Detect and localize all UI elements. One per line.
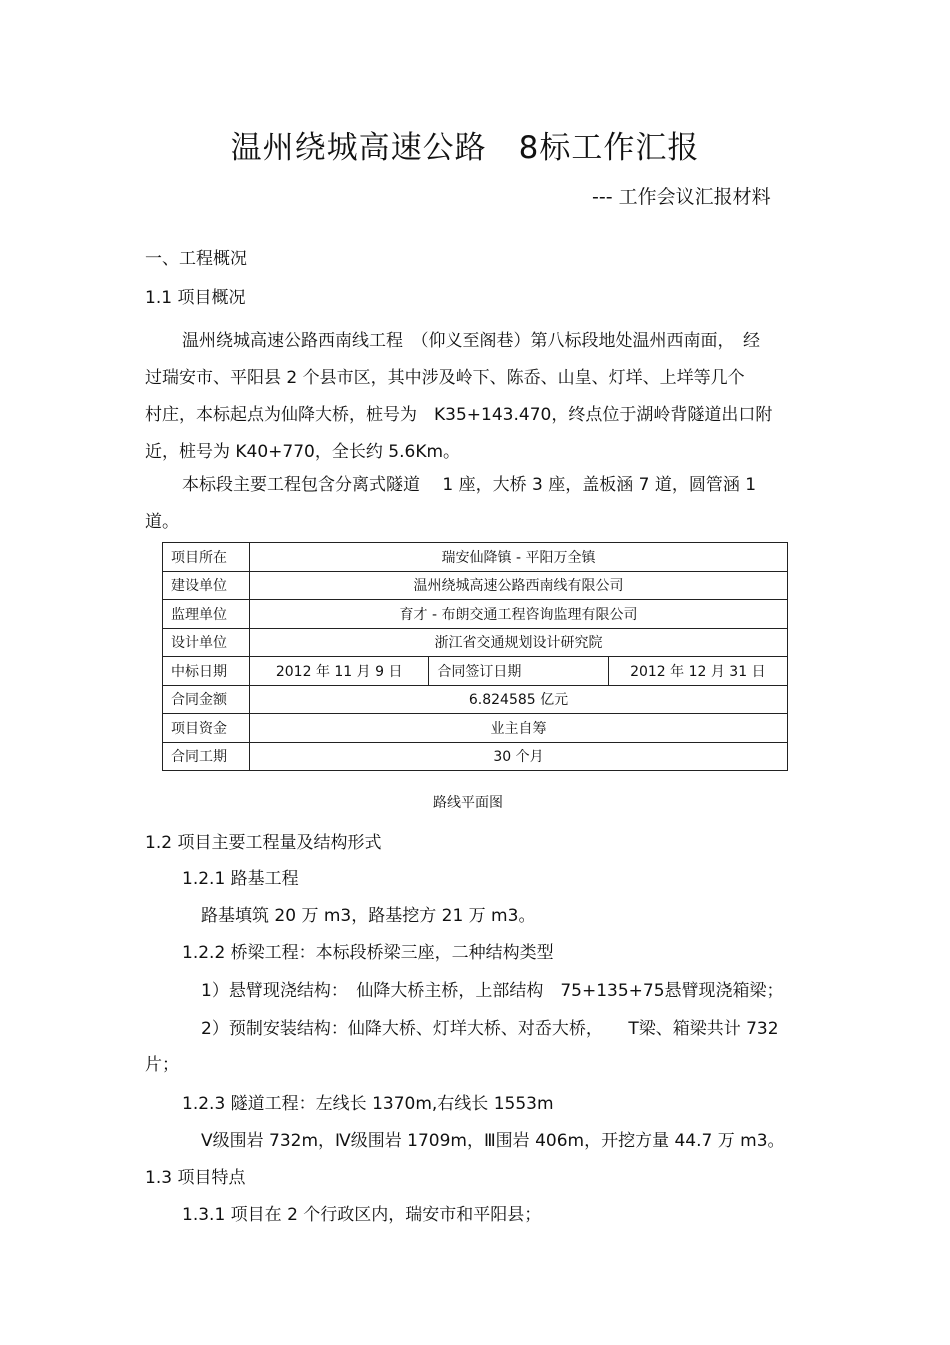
tunnel-quantities: Ⅴ级围岩 732m，Ⅳ级围岩 1709m，Ⅲ围岩 406m，开挖方量 44.7 万 m3。 (201, 1131, 785, 1151)
section-heading-1-2-2: 1.2.2 桥梁工程：本标段桥梁三座，二种结构类型 (182, 943, 554, 963)
table-row (163, 742, 788, 771)
table-cell-value: 业主自筹 (250, 714, 788, 743)
section-heading-1-2: 1.2 项目主要工程量及结构形式 (145, 833, 382, 853)
table-cell-label: 合同签订日期 (429, 657, 608, 686)
figure-caption: 路线平面图 (433, 795, 503, 811)
bridge-item-2-continued: 片； (145, 1055, 179, 1075)
paragraph-line: 温州绕城高速公路西南线工程 （仰义至阁巷）第八标段地处温州西南面， 经 (182, 331, 760, 351)
bridge-item-2: 2）预制安装结构：仙降大桥、灯垟大桥、对岙大桥， T梁、箱梁共计 732 (201, 1019, 779, 1039)
table-row (163, 600, 788, 629)
table-row (163, 571, 788, 600)
table-cell-value: 2012 年 12 月 31 日 (608, 657, 787, 686)
table-cell-value: 育才 - 布朗交通工程咨询监理有限公司 (250, 600, 788, 629)
table-cell-value: 温州绕城高速公路西南线有限公司 (250, 571, 788, 600)
table-row (163, 685, 788, 714)
table-cell-value: 30 个月 (250, 742, 788, 771)
table-cell-label: 合同金额 (163, 685, 250, 714)
table-cell-label: 监理单位 (163, 600, 250, 629)
table-cell-label: 设计单位 (163, 628, 250, 657)
table-cell-value: 2012 年 11 月 9 日 (250, 657, 429, 686)
table-cell-label: 项目所在 (163, 543, 250, 572)
paragraph-line: 过瑞安市、平阳县 2 个县市区，其中涉及岭下、陈岙、山皇、灯垟、上垟等几个 (145, 368, 745, 388)
section-heading-1-2-3: 1.2.3 隧道工程：左线长 1370m,右线长 1553m (182, 1094, 554, 1114)
table-cell-label: 项目资金 (163, 714, 250, 743)
table-cell-label: 合同工期 (163, 742, 250, 771)
section-heading-1-2-1: 1.2.1 路基工程 (182, 869, 299, 889)
table-row (163, 657, 788, 686)
section-heading-1-3-1: 1.3.1 项目在 2 个行政区内，瑞安市和平阳县； (182, 1205, 542, 1225)
document-subtitle: --- 工作会议汇报材料 (592, 186, 771, 208)
table-cell-label: 建设单位 (163, 571, 250, 600)
section-heading-1: 一、工程概况 (145, 249, 247, 269)
paragraph-line: 道。 (145, 512, 179, 532)
section-heading-1-1: 1.1 项目概况 (145, 288, 246, 308)
table-row (163, 714, 788, 743)
table-row (163, 628, 788, 657)
paragraph-line: 村庄，本标起点为仙降大桥，桩号为 K35+143.470，终点位于湖岭背隧道出口附 (145, 405, 773, 425)
section-heading-1-3: 1.3 项目特点 (145, 1168, 246, 1188)
document-title: 温州绕城高速公路 8标工作汇报 (230, 130, 700, 166)
table-cell-value: 6.824585 亿元 (250, 685, 788, 714)
table-cell-value: 浙江省交通规划设计研究院 (250, 628, 788, 657)
bridge-item-1: 1）悬臂现浇结构： 仙降大桥主桥，上部结构 75+135+75悬臂现浇箱梁； (201, 981, 784, 1001)
paragraph-line: 近，桩号为 K40+770，全长约 5.6Km。 (145, 442, 461, 462)
project-info-table (162, 542, 788, 771)
table-cell-value: 瑞安仙降镇 - 平阳万全镇 (250, 543, 788, 572)
table-row (163, 543, 788, 572)
subgrade-quantities: 路基填筑 20 万 m3，路基挖方 21 万 m3。 (201, 906, 536, 926)
table-cell-label: 中标日期 (163, 657, 250, 686)
paragraph-line: 本标段主要工程包含分离式隧道 1 座，大桥 3 座，盖板涵 7 道，圆管涵 1 (182, 475, 757, 495)
